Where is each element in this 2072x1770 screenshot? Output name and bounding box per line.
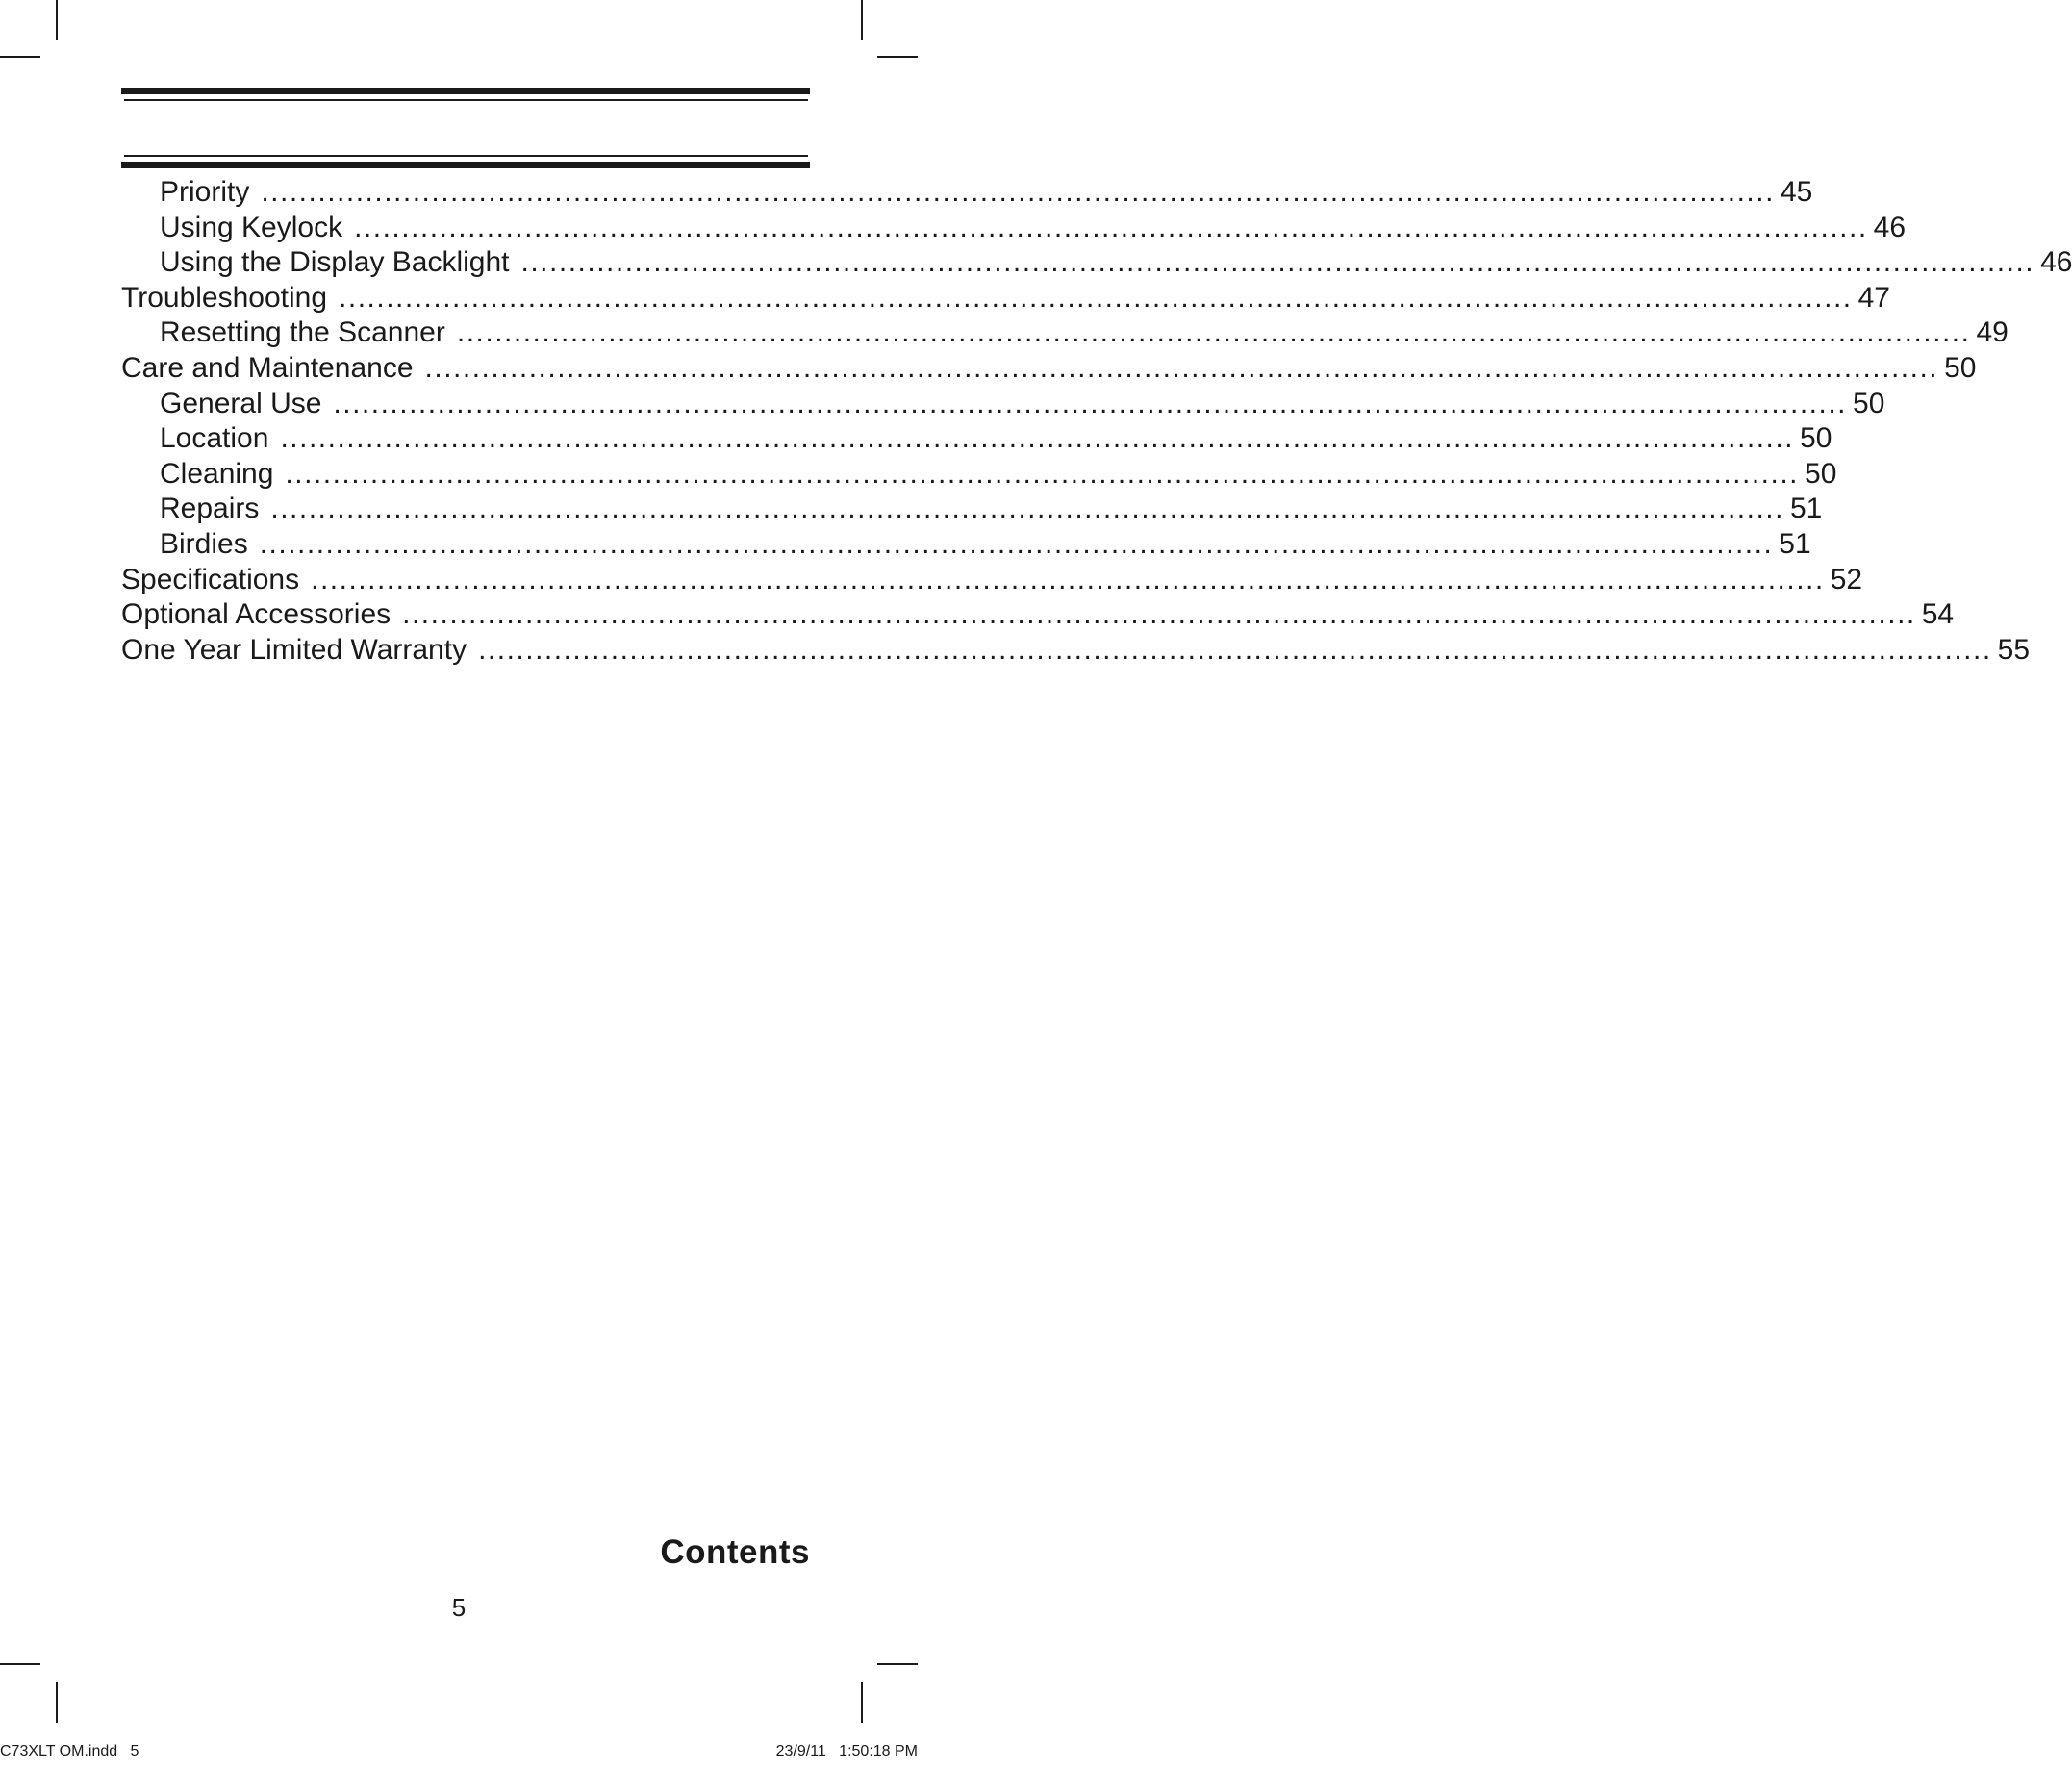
toc-entry xyxy=(121,421,1832,457)
toc-dot-leader: ................................................................................................................................................................ xyxy=(520,246,2035,279)
toc-dot-leader: ................................................................................................................................................................ xyxy=(333,387,1848,419)
toc-entry xyxy=(121,597,1955,633)
page-number: 5 xyxy=(451,1593,467,1622)
toc-entry xyxy=(121,351,1977,387)
toc-dot-leader: ................................................................................................................................................................ xyxy=(270,493,1784,525)
print-slug-datetime: 23/9/11 1:50:18 PM xyxy=(775,1743,918,1759)
section-title: Contents xyxy=(660,1533,810,1571)
toc-dot-leader: ................................................................................................................................................................ xyxy=(478,633,1992,666)
toc-dot-leader: ................................................................................................................................................................ xyxy=(424,351,1939,384)
toc-entry-page: 46 xyxy=(1873,211,1907,243)
toc-dot-leader: ................................................................................................................................................................ xyxy=(402,598,1916,631)
toc-entry-title: General Use xyxy=(160,387,322,419)
toc-entry xyxy=(121,492,1823,527)
crop-mark-top-right-horizontal xyxy=(877,56,918,58)
toc-entry xyxy=(121,457,1837,493)
header-rule-thin-top xyxy=(124,99,808,101)
toc-entry xyxy=(121,563,1863,598)
table-of-contents xyxy=(121,175,2072,668)
toc-entry-title: One Year Limited Warranty xyxy=(121,633,467,666)
toc-entry-title: Using the Display Backlight xyxy=(160,246,510,279)
toc-entry-page: 50 xyxy=(1805,457,1837,490)
toc-entry xyxy=(121,527,1811,563)
toc-entry xyxy=(121,175,1813,211)
crop-mark-bottom-left-vertical xyxy=(56,1682,58,1723)
crop-mark-bottom-right-horizontal xyxy=(877,1663,918,1665)
toc-entry-title: Priority xyxy=(160,176,250,208)
toc-entry xyxy=(121,211,1907,246)
toc-entry-title: Cleaning xyxy=(160,457,274,490)
toc-entry xyxy=(121,633,2031,669)
toc-entry xyxy=(121,316,2009,351)
header-rule-thin-bottom xyxy=(124,155,808,157)
header-rule-thick-bottom xyxy=(121,162,810,168)
toc-entry-page: 55 xyxy=(1997,633,2031,666)
toc-entry-page: 51 xyxy=(1789,493,1823,525)
toc-dot-leader: ................................................................................................................................................................ xyxy=(261,176,1775,208)
toc-dot-leader: ................................................................................................................................................................ xyxy=(280,422,1795,455)
toc-entry-page: 50 xyxy=(1853,387,1885,419)
toc-entry-page: 45 xyxy=(1780,176,1813,208)
toc-entry-page: 47 xyxy=(1857,281,1890,314)
crop-mark-top-left-vertical xyxy=(56,0,58,40)
toc-entry-page: 51 xyxy=(1779,527,1811,560)
crop-mark-top-left-horizontal xyxy=(0,56,40,58)
toc-dot-leader: ................................................................................................................................................................ xyxy=(311,563,1825,595)
crop-mark-top-right-vertical xyxy=(861,0,863,40)
toc-entry-title: Birdies xyxy=(160,527,248,560)
toc-entry-title: Repairs xyxy=(160,493,260,525)
toc-entry-title: Resetting the Scanner xyxy=(160,316,445,349)
header-rule-thick-top xyxy=(121,88,810,94)
toc-dot-leader: ................................................................................................................................................................ xyxy=(259,527,1774,560)
toc-entry-title: Troubleshooting xyxy=(121,281,328,314)
print-slug-filename: C73XLT OM.indd 5 xyxy=(0,1743,139,1759)
toc-entry-page: 50 xyxy=(1944,351,1977,384)
toc-dot-leader: ................................................................................................................................................................ xyxy=(354,211,1868,243)
toc-entry-title: Specifications xyxy=(121,563,300,595)
toc-entry xyxy=(121,245,2072,281)
crop-mark-bottom-left-horizontal xyxy=(0,1663,40,1665)
toc-entry-page: 50 xyxy=(1800,422,1832,455)
toc-dot-leader: ................................................................................................................................................................ xyxy=(339,281,1853,314)
toc-entry xyxy=(121,281,1890,316)
toc-entry-title: Optional Accessories xyxy=(121,598,392,631)
toc-entry-page: 46 xyxy=(2040,246,2072,279)
toc-entry-page: 49 xyxy=(1976,316,2009,349)
toc-entry-page: 52 xyxy=(1830,563,1863,595)
crop-mark-bottom-right-vertical xyxy=(861,1682,863,1723)
toc-entry-page: 54 xyxy=(1921,598,1955,631)
toc-dot-leader: ................................................................................................................................................................ xyxy=(285,457,1800,490)
toc-entry-title: Location xyxy=(160,422,269,455)
toc-entry xyxy=(121,387,1885,422)
toc-entry-title: Care and Maintenance xyxy=(121,351,414,384)
toc-dot-leader: ................................................................................................................................................................ xyxy=(456,316,1971,349)
toc-entry-title: Using Keylock xyxy=(160,211,343,243)
